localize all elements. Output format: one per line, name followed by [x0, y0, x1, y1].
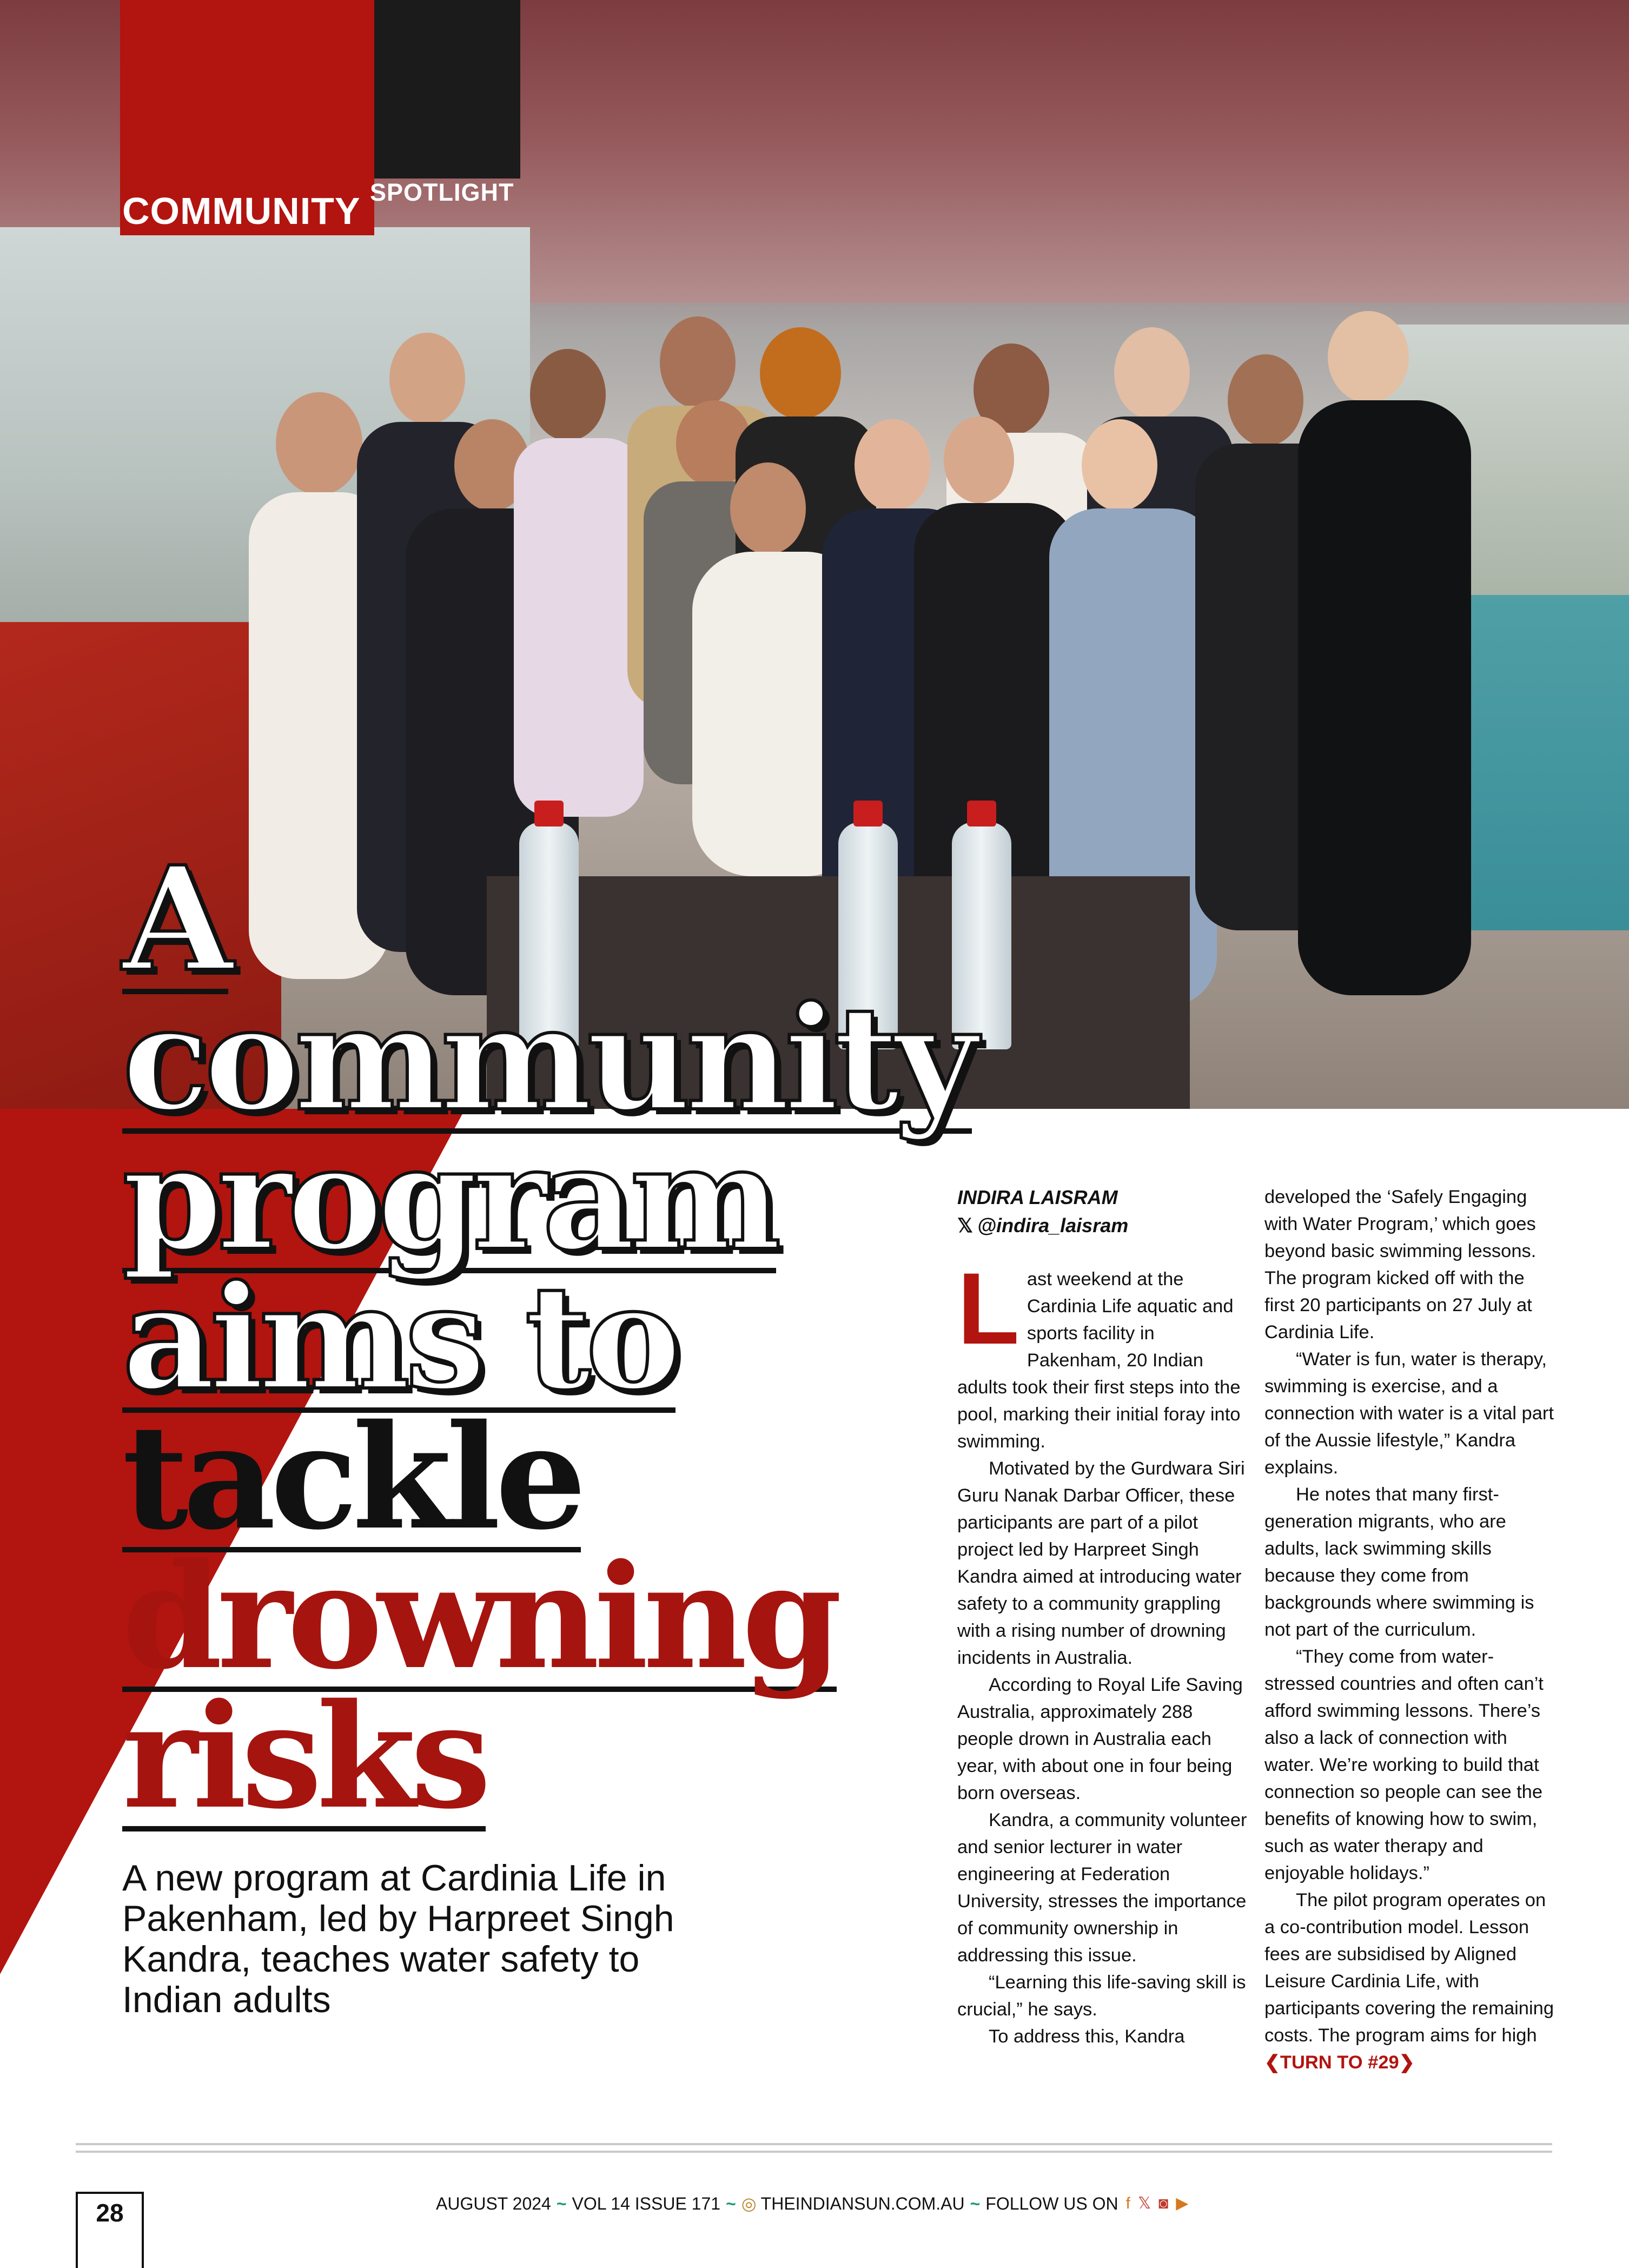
article-paragraph: “Learning this life-saving skill is crucial,” he says.: [957, 1972, 1246, 2020]
article-paragraph: According to Royal Life Saving Australia, approximately 288 people drown in Australia each year, with about one in four being born overseas.: [957, 1675, 1243, 1803]
website-link[interactable]: THEINDIANSUN.COM.AU: [760, 2194, 965, 2213]
headline-line: risks: [122, 1672, 486, 1841]
article-paragraph: To address this, Kandra: [989, 2026, 1185, 2047]
page-number-box: [76, 2192, 144, 2268]
author-handle-row[interactable]: [957, 1212, 1128, 1240]
facebook-icon[interactable]: f: [1125, 2194, 1130, 2212]
headline-line: program: [122, 1114, 776, 1282]
headline-line: community: [122, 975, 972, 1143]
section-kicker: COMMUNITY: [122, 190, 361, 232]
wave-icon: ~: [556, 2194, 567, 2213]
issue-date: AUGUST 2024: [436, 2194, 551, 2213]
subdeck: A new program at Cardinia Life in Pakenham, led by Harpreet Singh Kandra, teaches water safety to Indian adults: [122, 1857, 674, 2020]
article-paragraph: The pilot program operates on a co-contribution model. Lesson fees are subsidised by Aligned Leisure Cardinia Life, with participants covering the remaining costs. The program aims for high ❮TURN TO #29❯: [1264, 1890, 1554, 2073]
headline-line: drowning: [122, 1533, 837, 1701]
headline-line: aims to: [122, 1254, 676, 1422]
bottle-cap: [967, 801, 996, 826]
issue-number: VOL 14 ISSUE 171: [572, 2194, 721, 2213]
article-paragraph: “Water is fun, water is therapy, swimming is exercise, and a connection with water is a vital part of the Aussie lifestyle,” Kandra explains.: [1264, 1349, 1554, 1478]
author-name: INDIRA LAISRAM: [957, 1186, 1118, 1208]
x-icon: 𝕏: [957, 1214, 974, 1237]
footer-bar: [436, 2192, 1188, 2216]
byline: [957, 1183, 1128, 1240]
bottle-cap: [534, 801, 564, 826]
x-icon[interactable]: 𝕏: [1137, 2194, 1151, 2212]
bottle-cap: [853, 801, 883, 826]
globe-icon: ◎: [741, 2194, 757, 2213]
article-column-2: [1264, 1183, 1557, 2076]
youtube-icon[interactable]: ▶: [1176, 2194, 1189, 2212]
page-number: 28: [96, 2199, 124, 2227]
drop-cap: L: [957, 1252, 1019, 1365]
headline-line: A: [122, 835, 228, 1003]
footer-rule: [76, 2143, 1552, 2145]
article-paragraph: Last weekend at the Cardinia Life aquatic and sports facility in Pakenham, 20 Indian adults took their first steps into the pool, marking their initial foray into swimming.: [957, 1252, 1241, 1452]
headline-line: tackle: [122, 1393, 581, 1562]
author-handle[interactable]: @indira_laisram: [977, 1214, 1129, 1237]
wave-icon: ~: [970, 2194, 981, 2213]
instagram-icon[interactable]: ◙: [1158, 2194, 1169, 2212]
section-kicker-sub: SPOTLIGHT: [370, 178, 514, 206]
article-paragraph: Motivated by the Gurdwara Siri Guru Nanak Darbar Officer, these participants are part of a pilot project led by Harpreet Singh Kandra aimed at introducing water safety to a community grappling with a rising number of drowning incidents in Australia.: [957, 1458, 1245, 1668]
wave-icon: ~: [726, 2194, 736, 2213]
kicker-black-block: [374, 0, 520, 178]
article-paragraph: Kandra, a community volunteer and senior lecturer in water engineering at Federation University, stresses the importance of community ownership in addressing this issue.: [957, 1810, 1247, 1966]
turn-to-link[interactable]: ❮TURN TO #29❯: [1264, 2052, 1415, 2073]
article-paragraph: “They come from water-stressed countries and often can’t afford swimming lessons. There’s also a lack of connection with water. We’re working to build that connection so people can see the benefits of knowing how to swim, such as water therapy and enjoyable holidays.”: [1264, 1647, 1544, 1883]
footer-rule: [76, 2151, 1552, 2153]
follow-label: FOLLOW US ON: [985, 2194, 1118, 2213]
article-paragraph: He notes that many first-generation migrants, who are adults, lack swimming skills because they come from backgrounds where swimming is not part of the curriculum.: [1264, 1484, 1534, 1640]
article-paragraph: developed the ‘Safely Engaging with Water Program,’ which goes beyond basic swimming lessons. The program kicked off with the first 20 participants on 27 July at Cardinia Life.: [1264, 1187, 1537, 1343]
headline: [122, 835, 1042, 1841]
article-column-1: [957, 1252, 1249, 2050]
